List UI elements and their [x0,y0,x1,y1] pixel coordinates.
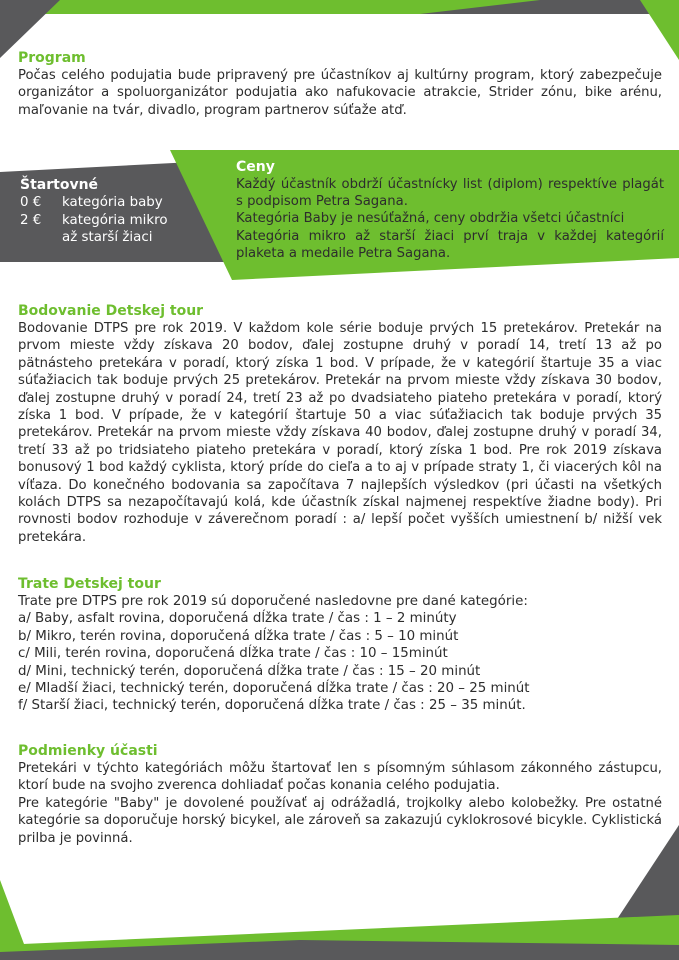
trate-item: e/ Mladší žiaci, technický terén, doporučená dĺžka trate / čas : 20 – 25 minút [18,681,530,697]
startovne-title: Štartovné [20,177,99,193]
trate-item: d/ Mini, technický terén, doporučená dĺžka trate / čas : 15 – 20 minút [18,663,481,679]
ceny-line: Kategória Baby je nesúťažná, ceny obdržia všetci účastníci [236,211,625,227]
ceny-line: Kategória mikro až starší žiaci prví traja v každej kategórií plaketa a medaile Petra Sagana. [236,228,664,261]
bodovanie-text: Bodovanie DTPS pre rok 2019. V každom kole série boduje prvých 15 pretekárov. Pretekár na prvom mieste vždy získava 20 bodov, ďalej zostupne druhý v poradí 14, tretí 13 až po pätnásteho pretekára v poradí, ktorý získa 1 bod. V prípade, že v kategórií štartuje 35 a viac súťažiacich tak boduje prvých 25 pretekárov. Pretekár na prvom mieste vždy získava 30 bodov, ďalej zostupne druhý v poradí 24, tretí 23 až po dvadsiateho piateho pretekára v poradí, ktorý získa 1 bod. V prípade, že v kategórií štartuje 50 a viac súťažiacich tak boduje prvých 35 pretekárov. Pretekár na prvom mieste vždy získava 40 bodov, ďalej zostupne druhý v poradí 34, tretí 33 až po tridsiateho piateho pretekára v poradí, ktorý získa 1 bod. Pre rok 2019 získava bonusový 1 bod každý cyklista, ktorý príde do cieľa a to aj v prípade straty 1, či viacerých kôl na víťaza. Do konečného bodovania sa započítava 7 najlepších výsledkov (pri účasti na všetkých kolách DTPS sa nezapočítavajú kolá, kde účastník získal najmenej respektíve žiadne body). Pri rovnosti bodov rozhoduje v záverečnom poradí : a/ lepší počet vyšších umiestnení b/ nižší vek pretekára. [18,321,662,545]
startovne-price: 0 € [20,195,42,210]
startovne-label: kategória mikro [62,212,168,228]
bodovanie-section [18,302,662,546]
podmienky-section [18,742,662,847]
ceny-title: Ceny [236,159,275,175]
trate-item: b/ Mikro, terén rovina, doporučená dĺžka trate / čas : 5 – 10 minút [18,628,459,644]
startovne-item [20,194,220,212]
startovne-price [20,229,62,247]
program-text: Počas celého podujatia bude pripravený pre účastníkov aj kultúrny program, ktorý zabezpečuje organizátor a spoluorganizátor podujatia ako nafukovacie atrakcie, Strider zónu, bike arénu, maľovanie na tvár, divadlo, program partnerov súťaže atď. [18,68,662,118]
trate-title: Trate Detskej tour [18,576,161,592]
trate-item: f/ Starší žiaci, technický terén, doporučená dĺžka trate / čas : 25 – 35 minút. [18,698,526,714]
trate-section [18,575,662,715]
trate-item: c/ Mili, terén rovina, doporučená dĺžka trate / čas : 10 – 15minút [18,646,448,662]
startovne-item [20,212,220,230]
startovne-price: 2 € [20,212,42,228]
podmienky-text-1: Pretekári v týchto kategóriách môžu štartovať len s písomným súhlasom zákonného zástupcu, ktorí bude na svojho zverenca dohliadať počas konania celého podujatia. [18,761,662,794]
podmienky-title: Podmienky účasti [18,743,158,759]
podmienky-text-2: Pre kategórie "Baby" je dovolené používať aj odrážadlá, trojkolky alebo kolobežky. Pre ostatné kategórie sa doporučuje horský bicykel, ale zároveň sa zakazujú cyklokrosové bicykle. Cyklistická prilba je povinná. [18,795,662,846]
startovne-section [20,176,220,247]
startovne-item [20,229,220,247]
startovne-label: kategória baby [62,195,163,210]
ceny-line: Každý účastník obdrží účastnícky list (diplom) respektíve plagát s podpisom Petra Sagana. [236,177,664,210]
program-section [18,49,662,119]
bodovanie-title: Bodovanie Detskej tour [18,303,204,319]
trate-item: a/ Baby, asfalt rovina, doporučená dĺžka trate / čas : 1 – 2 minúty [18,611,457,627]
startovne-label: až starší žiaci [62,230,153,246]
trate-intro: Trate pre DTPS pre rok 2019 sú doporučené nasledovne pre dané kategórie: [18,594,528,609]
ceny-section [236,158,664,262]
program-title: Program [18,50,86,66]
